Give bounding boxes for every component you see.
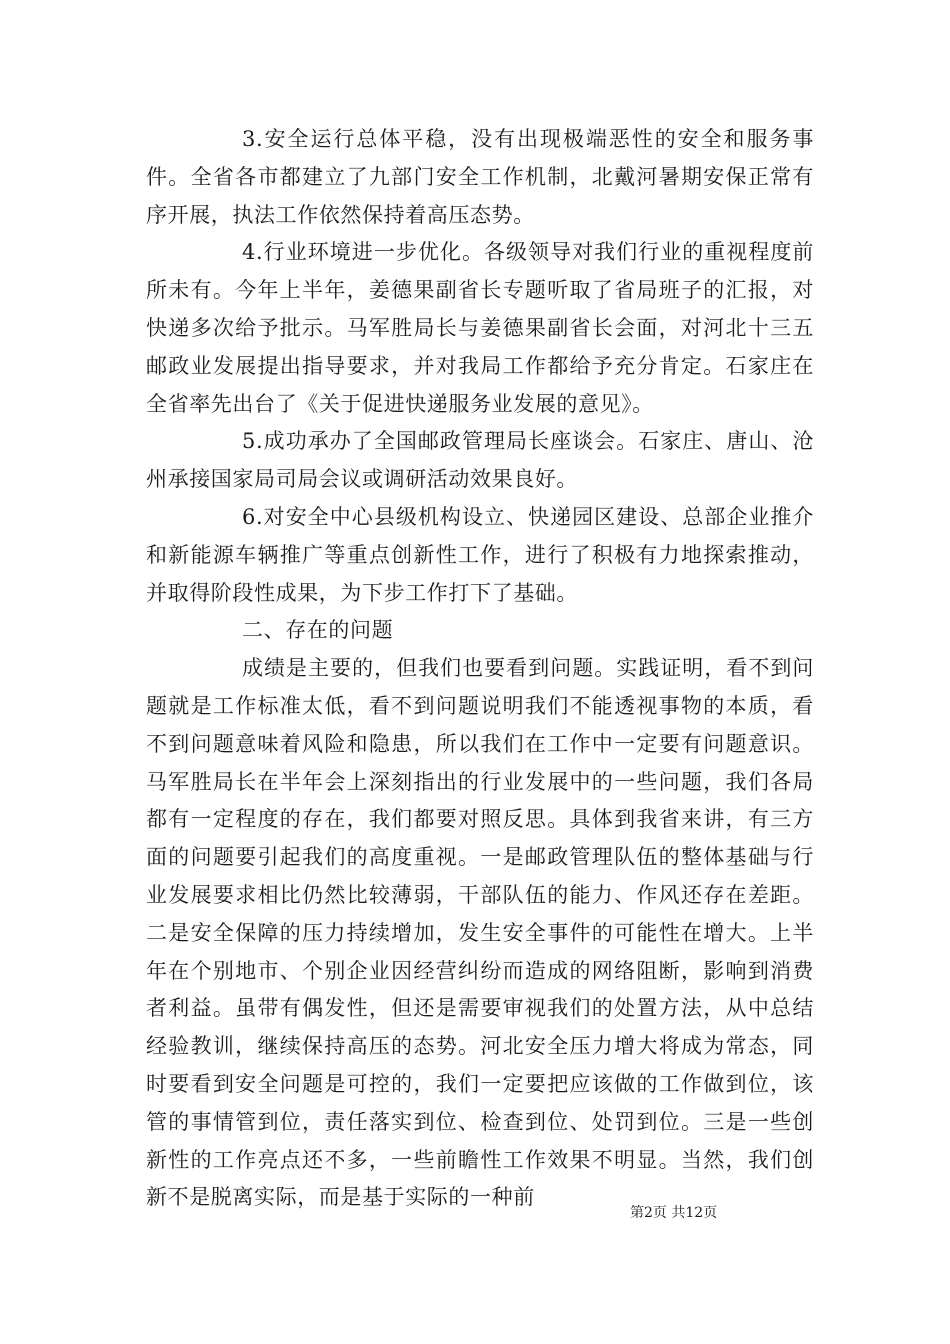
footer-prefix: 第 [630, 1205, 644, 1221]
footer-middle: 页 共 [652, 1205, 686, 1221]
page-number-footer [630, 1204, 850, 1222]
section-heading-problems: 二、存在的问题 [242, 618, 394, 643]
paragraph-innovation-work: 6.对安全中心县级机构设立、快递园区建设、总部企业推介和新能源车辆推广等重点创新性工作，进行了积极有力地探索推动，并取得阶段性成果，为下步工作打下了基础。 [146, 504, 814, 605]
footer-total-pages: 12 [685, 1205, 704, 1221]
footer-suffix: 页 [703, 1205, 718, 1221]
paragraph-safety-operation: 3.安全运行总体平稳，没有出现极端恶性的安全和服务事件。全省各市都建立了九部门安全工作机制，北戴河暑期安保正常有序开展，执法工作依然保持着高压态势。 [146, 127, 814, 227]
paragraph-industry-environment: 4.行业环境进一步优化。各级领导对我们行业的重视程度前所未有。今年上半年，姜德果副省长专题听取了省局班子的汇报，对快递多次给予批示。马军胜局长与姜德果副省长会面，对河北十三五邮政业发展提出指导要求，并对我局工作都给予充分肯定。石家庄在全省率先出台了《关于促进快递服务业发展的意见》。 [146, 240, 814, 416]
paragraph-problems-detail: 成绩是主要的，但我们也要看到问题。实践证明，看不到问题就是工作标准太低，看不到问题说明我们不能透视事物的本质，看不到问题意味着风险和隐患，所以我们在工作中一定要有问题意识。马军胜局长在半年会上深刻指出的行业发展中的一些问题，我们各局都有一定程度的存在，我们都要对照反思。具体到我省来讲，有三方面的问题要引起我们的高度重视。一是邮政管理队伍的整体基础与行业发展要求相比仍然比较薄弱，干部队伍的能力、作风还存在差距。二是安全保障的压力持续增加，发生安全事件的可能性在增大。上半年在个别地市、个别企业因经营纠纷而造成的网络阻断，影响到消费者利益。虽带有偶发性，但还是需要审视我们的处置方法，从中总结经验教训，继续保持高压的态势。河北安全压力增大将成为常态，同时要看到安全问题是可控的，我们一定要把应该做的工作做到位，该管的事情管到位，责任落实到位、检查到位、处罚到位。三是一些创新性的工作亮点还不多，一些前瞻性工作效果不明显。当然，我们创新不是脱离实际，而是基于实际的一种前 [146, 656, 814, 1210]
document-body [146, 121, 814, 1217]
paragraph-national-forum: 5.成功承办了全国邮政管理局长座谈会。石家庄、唐山、沧州承接国家局司局会议或调研活动效果良好。 [146, 429, 814, 492]
footer-current-page: 2 [644, 1205, 653, 1221]
